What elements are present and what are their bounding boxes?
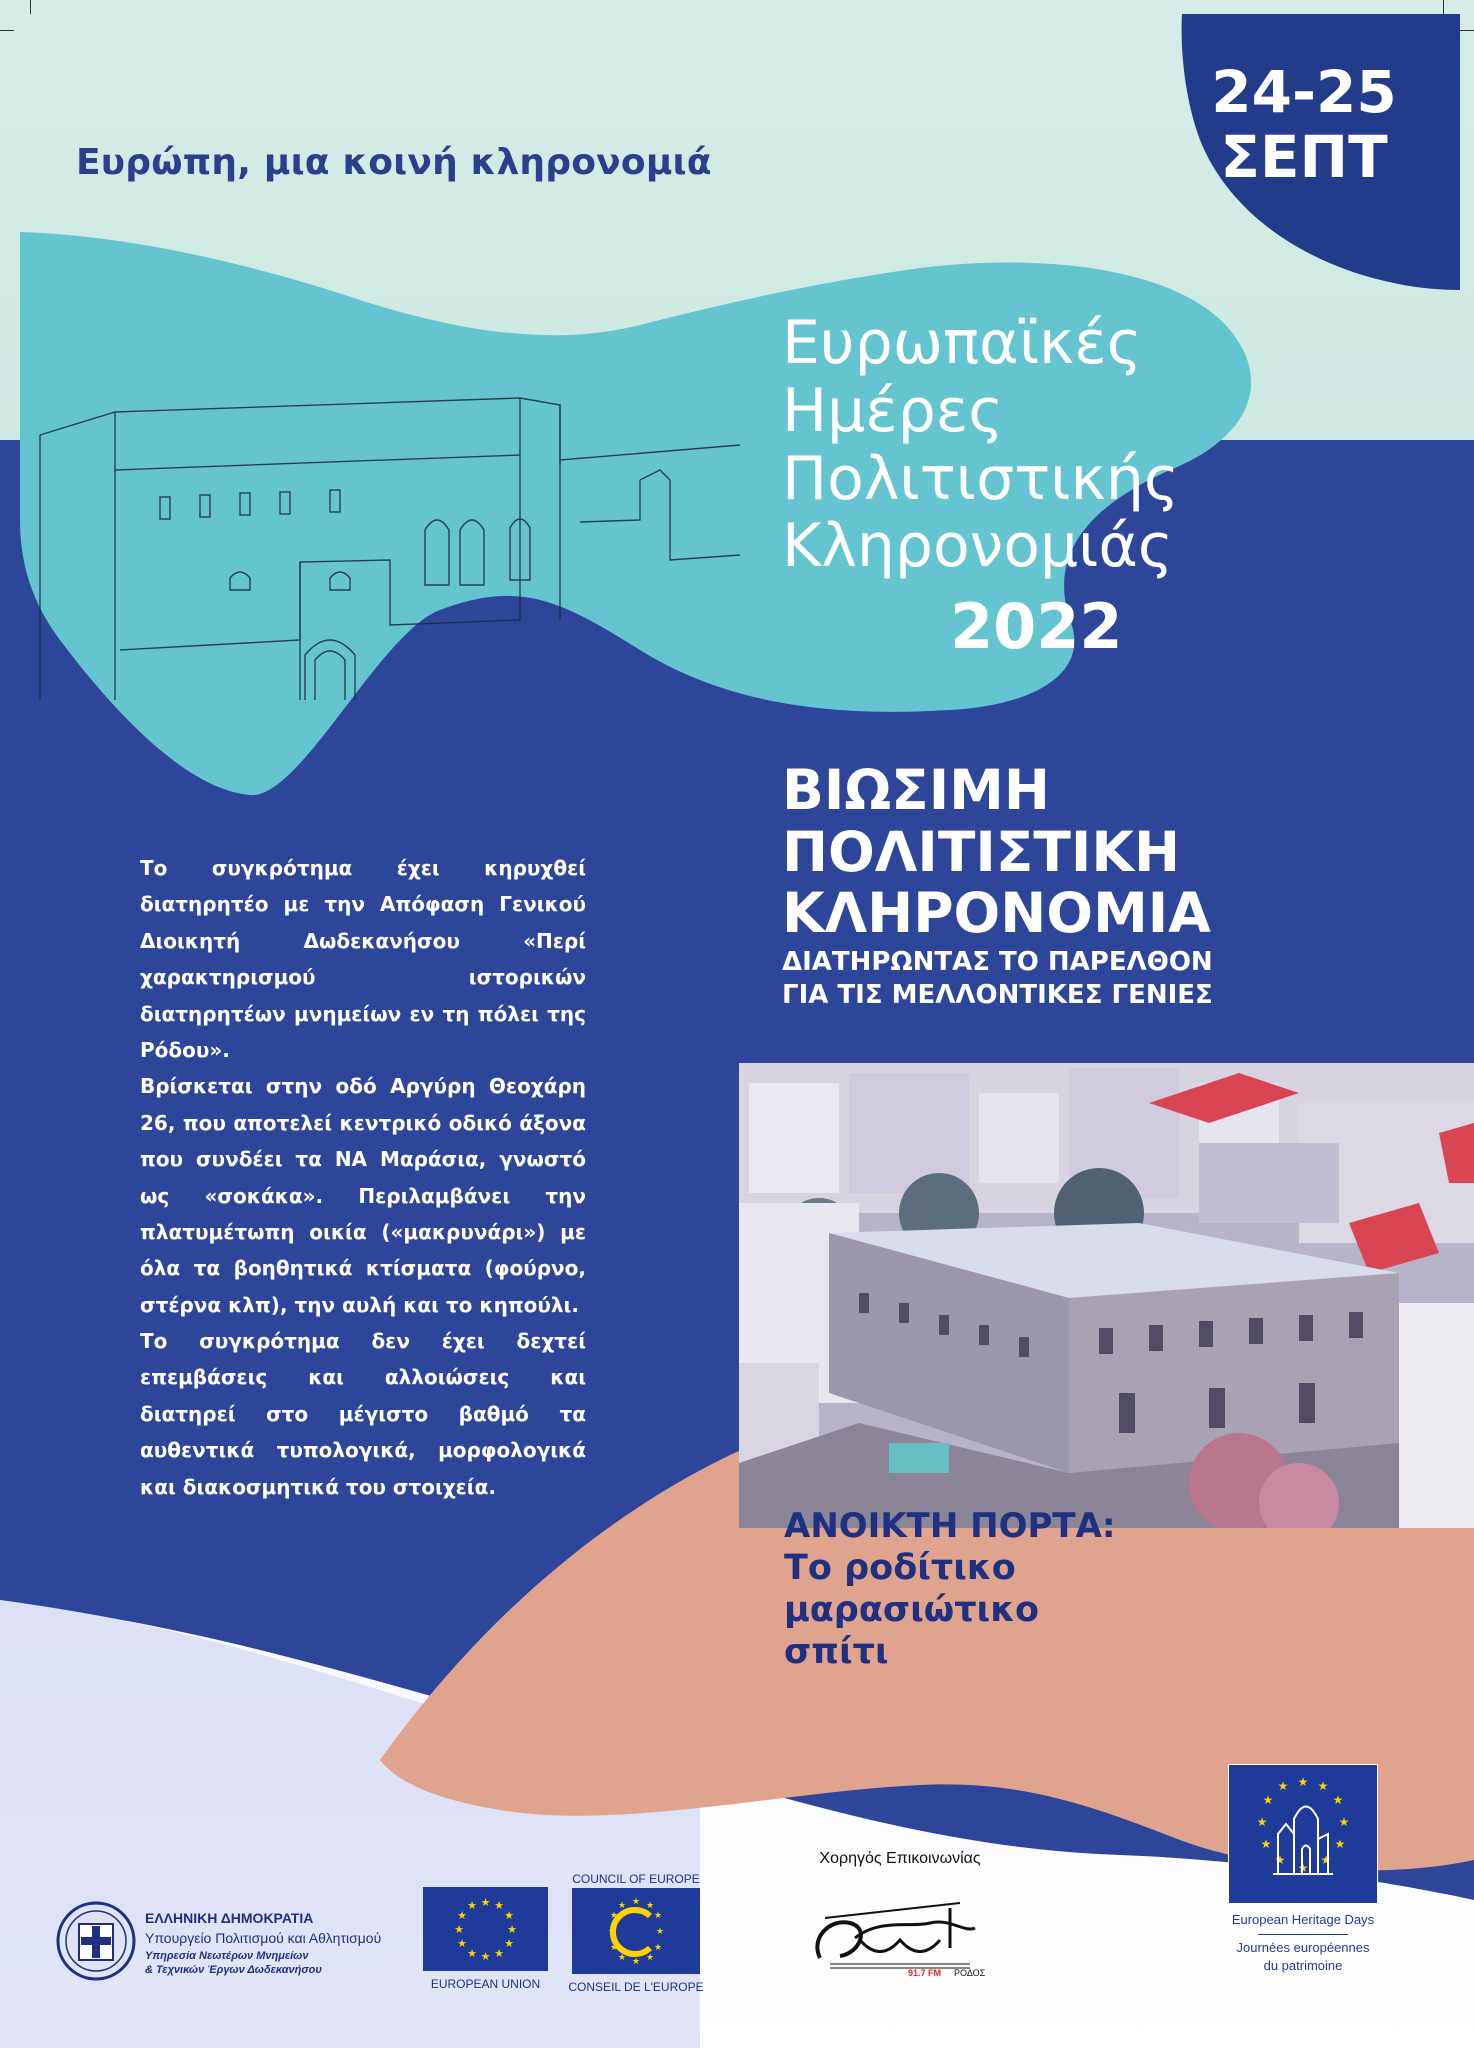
theme-line1: ΒΙΩΣΙΜΗ (782, 758, 1050, 822)
crop-mark (30, 0, 31, 14)
open-door-label: ΑΝΟΙΚΤΗ ΠΟΡΤΑ: (784, 1506, 1116, 1546)
crop-mark (1443, 0, 1444, 14)
council-of-europe-logo (566, 1872, 706, 1997)
svg-text:★: ★ (454, 1923, 464, 1936)
svg-text:★: ★ (457, 1909, 467, 1922)
svg-text:★: ★ (1297, 1775, 1309, 1789)
description-paragraph: Το συγκρότημα έχει κηρυχθεί διατηρητέο με την Απόφαση Γενικού Διοικητή Δωδεκανήσου «Περί χαρακτηρισμού ιστορικών διατηρητέων μνημείων εν τη πόλει της Ρόδου». (140, 856, 586, 1062)
theme-sub2: ΓΙΑ ΤΙΣ ΜΕΛΛΟΝΤΙΚΕΣ ΓΕΝΙΕΣ (782, 979, 1213, 1010)
ehd-line3: du patrimoine (1263, 1958, 1343, 1973)
eu-logo (423, 1887, 548, 1995)
house-photo (739, 1063, 1474, 1528)
svg-text:★: ★ (609, 1943, 619, 1953)
svg-text:★: ★ (617, 1901, 627, 1911)
coe-logo-top: COUNCIL OF EUROPE (572, 1872, 700, 1886)
crop-mark (1460, 30, 1474, 31)
theme-line3: ΚΛΗΡΟΝΟΜΙΑ (782, 881, 1211, 946)
ehd-flag-icon (1228, 1764, 1378, 1904)
sponsor-label: Χορηγός Επικοινωνίας (819, 1850, 981, 1867)
svg-text:★: ★ (1297, 1861, 1309, 1875)
svg-text:★: ★ (457, 1937, 467, 1950)
svg-text:★: ★ (1277, 1779, 1289, 1793)
event-title-line3: Πολιτιστικής (782, 443, 1180, 514)
svg-text:★: ★ (607, 1927, 617, 1937)
sponsor-city: ΡΟΔΟΣ (954, 1968, 986, 1978)
svg-text:★: ★ (1317, 1779, 1329, 1793)
description (140, 850, 586, 1505)
theme-line2: ΠΟΛΙΤΙΣΤΙΚΗ (782, 819, 1180, 884)
svg-text:★: ★ (655, 1927, 665, 1937)
greek-republic-logo (55, 1900, 425, 1990)
svg-text:★: ★ (1260, 1837, 1272, 1851)
event-date (1204, 60, 1404, 190)
svg-text:★: ★ (467, 1899, 477, 1912)
svg-text:★: ★ (1320, 1853, 1332, 1867)
tagline: Ευρώπη, μια κοινή κληρονομιά (76, 142, 712, 183)
open-door-line1: Το ροδίτικο (784, 1547, 1016, 1588)
svg-text:★: ★ (494, 1947, 504, 1960)
greek-logo-line1: ΕΛΛΗΝΙΚΗ ΔΗΜΟΚΡΑΤΙΑ (145, 1910, 314, 1926)
theme-title (782, 760, 1211, 945)
house-photo-illustration (739, 1063, 1474, 1528)
greek-emblem-icon (55, 1900, 137, 1982)
open-door-line2: μαρασιώτικο (784, 1589, 1040, 1630)
ehd-line2: Journées européennes (1236, 1940, 1370, 1955)
coe-logo-bottom: CONSEIL DE L'EUROPE (568, 1980, 704, 1994)
open-door-line3: σπίτι (784, 1631, 889, 1672)
event-title (782, 310, 1179, 581)
crop-mark (0, 30, 14, 31)
eu-logo-label: EUROPEAN UNION (430, 1977, 541, 1991)
description-paragraph: Βρίσκεται στην οδό Αργύρη Θεοχάρη 26, που αποτελεί κεντρικό οδικό άξονα που συνδέει τα ΝΑ Μαράσια, γνωστό ως «σοκάκα». Περιλαμβάνει την πλατυμέτωπη οικία («μακρυνάρι») με όλα τα βοηθητικά κτίσματα (φούρνο, στέρνα κλπ), την αυλή και το κηπούλι. (140, 1074, 586, 1317)
ehd-line1: European Heritage Days (1231, 1912, 1375, 1927)
svg-text:★: ★ (1262, 1793, 1274, 1807)
svg-text:★: ★ (645, 1953, 655, 1963)
open-door-event (784, 1506, 1116, 1673)
sponsor-radio-logo-icon (800, 1878, 1000, 1978)
svg-text:★: ★ (645, 1901, 655, 1911)
event-date-month: ΣΕΠΤ (1220, 122, 1388, 191)
event-date-days: 24-25 (1211, 58, 1397, 126)
svg-text:★: ★ (631, 1897, 641, 1907)
svg-text:★: ★ (1256, 1815, 1268, 1829)
eu-flag-icon (423, 1887, 548, 1971)
svg-text:★: ★ (653, 1911, 663, 1921)
svg-text:★: ★ (507, 1923, 517, 1936)
greek-logo-line3: Υπηρεσία Νεωτέρων Μνημείων (145, 1950, 309, 1962)
svg-text:★: ★ (1332, 1793, 1344, 1807)
svg-text:★: ★ (1338, 1815, 1350, 1829)
event-title-line1: Ευρωπαϊκές (782, 308, 1142, 378)
svg-text:★: ★ (480, 1896, 491, 1909)
svg-text:★: ★ (504, 1909, 514, 1922)
greek-logo-line2: Υπουργείο Πολιτισμού και Αθλητισμού (145, 1930, 382, 1946)
event-title-line2: Ημέρες (782, 375, 1004, 446)
svg-text:★: ★ (494, 1899, 504, 1912)
svg-text:★: ★ (480, 1950, 491, 1963)
european-heritage-days-logo (1228, 1764, 1383, 2004)
svg-text:★: ★ (1274, 1853, 1286, 1867)
greek-logo-line4: & Τεχνικών Έργων Δωδεκανήσου (145, 1964, 322, 1976)
coe-flag-icon (572, 1888, 700, 1974)
description-paragraph: Το συγκρότημα δεν έχει δεχτεί επεμβάσεις και αλλοιώσεις και διατηρεί στο μέγιστο βαθμό τα αυθεντικά τυπολογικά, μορφολογικά και διακοσμητικά του στοιχεία. (140, 1329, 586, 1499)
svg-text:★: ★ (467, 1947, 477, 1960)
svg-text:★: ★ (504, 1937, 514, 1950)
event-year: 2022 (950, 590, 1123, 663)
event-title-line4: Κληρονομιάς (782, 511, 1174, 582)
theme-subtitle (782, 946, 1213, 1011)
svg-text:★: ★ (653, 1943, 663, 1953)
sponsor-frequency: 91.7 FM (908, 1968, 942, 1978)
svg-text:★: ★ (1334, 1837, 1346, 1851)
theme-sub1: ΔΙΑΤΗΡΩΝΤΑΣ ΤΟ ΠΑΡΕΛΘΟΝ (782, 947, 1213, 977)
communication-sponsor (790, 1850, 1010, 1990)
svg-text:★: ★ (609, 1911, 619, 1921)
svg-text:★: ★ (631, 1957, 641, 1967)
svg-text:★: ★ (617, 1953, 627, 1963)
ehd-divider (1258, 1934, 1348, 1935)
